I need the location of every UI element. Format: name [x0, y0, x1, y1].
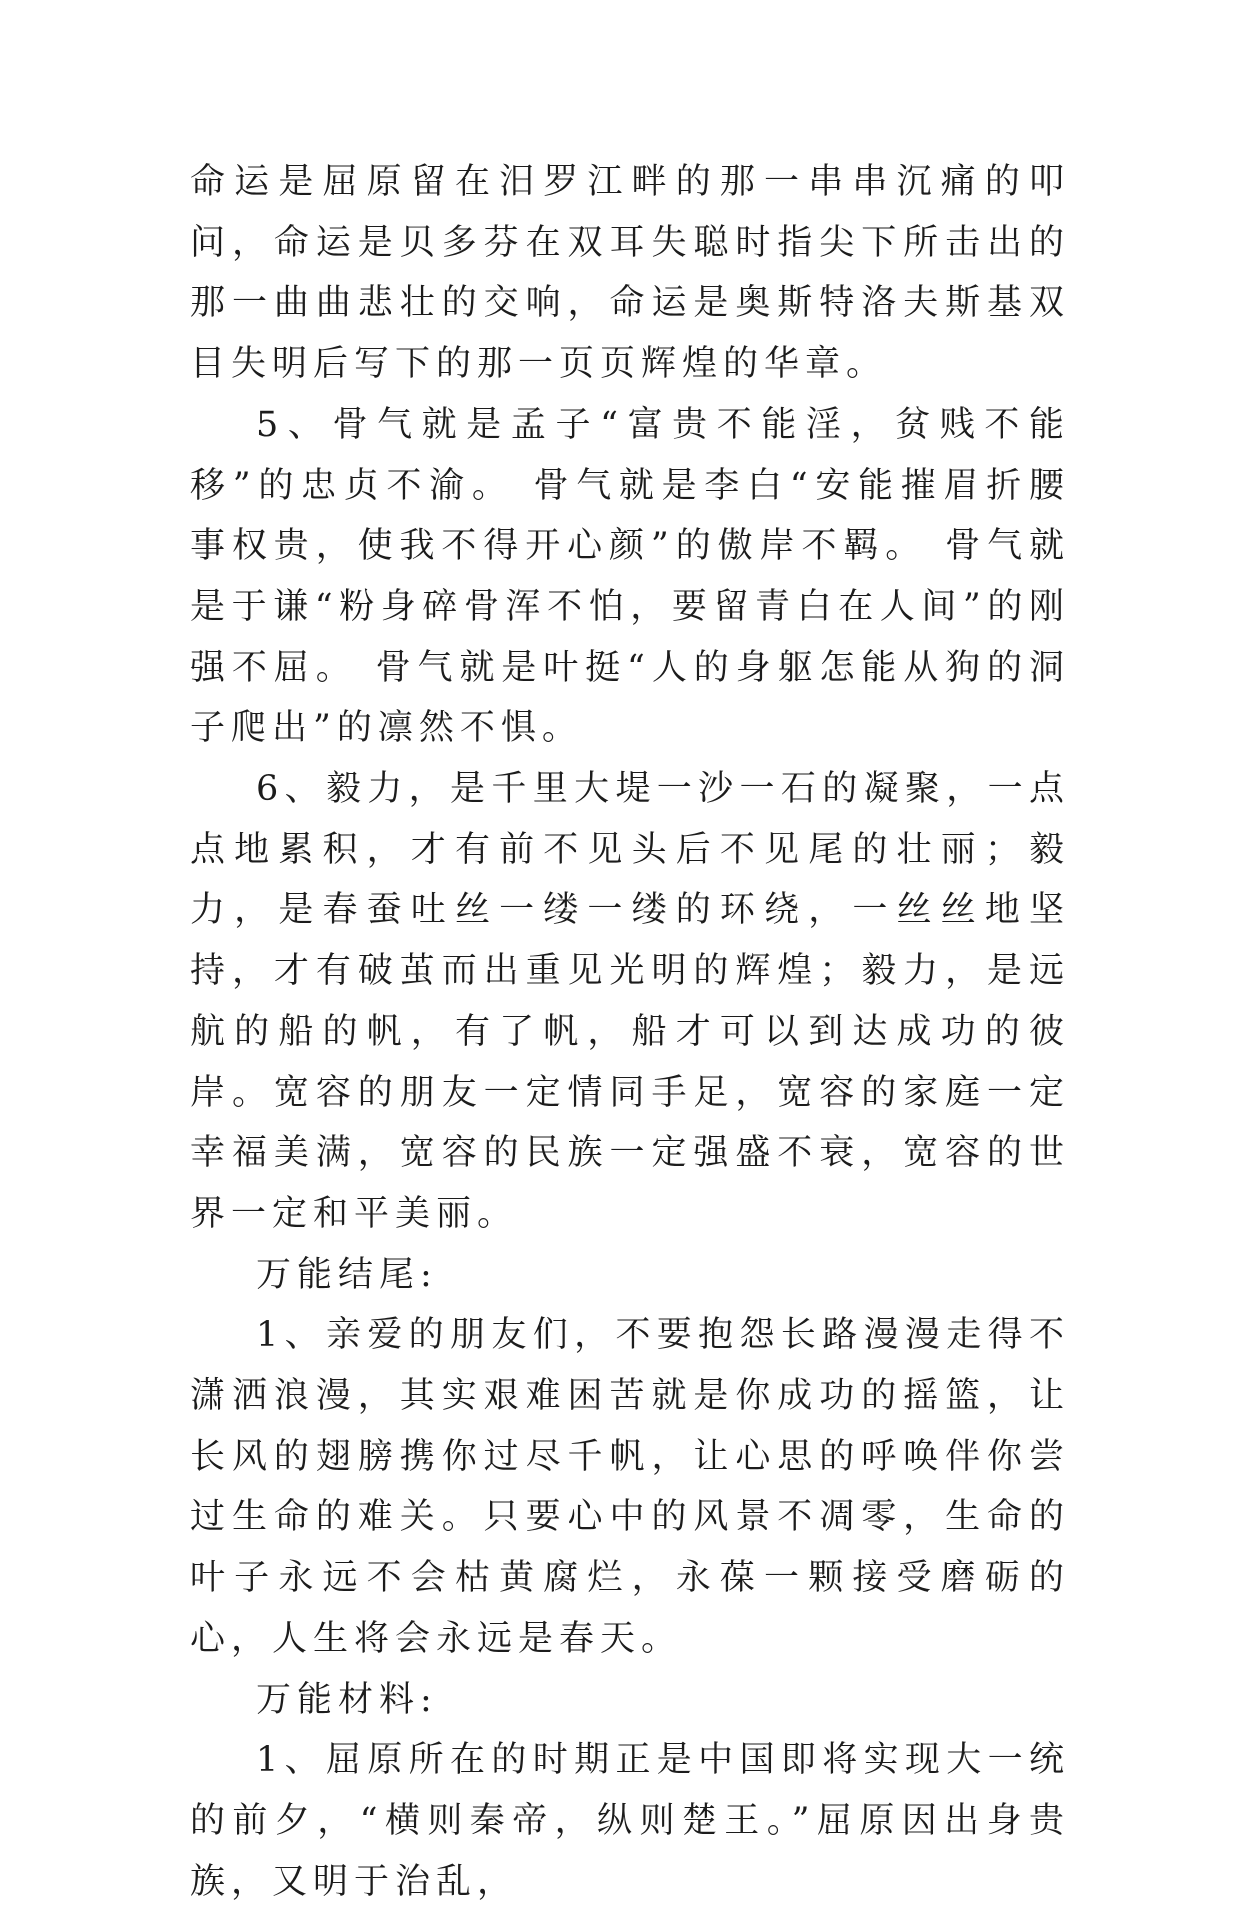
heading-universal-ending: 万能结尾: [256, 1254, 438, 1295]
heading-universal-material: 万能材料: [256, 1679, 438, 1720]
paragraph-perseverance: 6、毅力，是千里大堤一沙一石的凝聚，一点点地累积，才有前不见头后不见尾的壮丽；毅力，是春蚕吐丝一缕一缕的环绕，一丝丝地坚持，才有破茧而出重见光明的辉煌；毅力，是远航的船的帆，有了帆，船才可以到达成功的彼岸。宽容的朋友一定情同手足，宽容的家庭一定幸福美满，宽容的民族一定强盛不衰，宽容的世界一定和平美丽。 [190, 769, 1070, 1234]
paragraph-backbone: 5、骨气就是孟子“富贵不能淫，贫贱不能移”的忠贞不渝。 骨气就是李白“安能摧眉折腰事权贵，使我不得开心颜”的傲岸不羁。 骨气就是于谦“粉身碎骨浑不怕，要留青白在人间”的刚强不屈。 骨气就是叶挺“人的身躯怎能从狗的洞子爬出”的凛然不惧。 [190, 404, 1070, 749]
paragraph-material-1: 1、屈原所在的时期正是中国即将实现大一统的前夕，“横则秦帝，纵则楚王。”屈原因出身贵族，又明于治乱， [190, 1740, 1070, 1902]
paragraph-ending-1: 1、亲爱的朋友们，不要抱怨长路漫漫走得不潇洒浪漫，其实艰难困苦就是你成功的摇篮，让长风的翅膀携你过尽千帆，让心思的呼唤伴你尝过生命的难关。只要心中的风景不凋零，生命的叶子永远不会枯黄腐烂，永葆一颗接受磨砺的心，人生将会永远是春天。 [190, 1315, 1070, 1659]
paragraph-fate: 命运是屈原留在汨罗江畔的那一串串沉痛的叩问，命运是贝多芬在双耳失聪时指尖下所击出的那一曲曲悲壮的交响，命运是奥斯特洛夫斯基双目失明后写下的那一页页辉煌的华章。 [190, 162, 1070, 385]
document-body [190, 152, 1070, 1912]
